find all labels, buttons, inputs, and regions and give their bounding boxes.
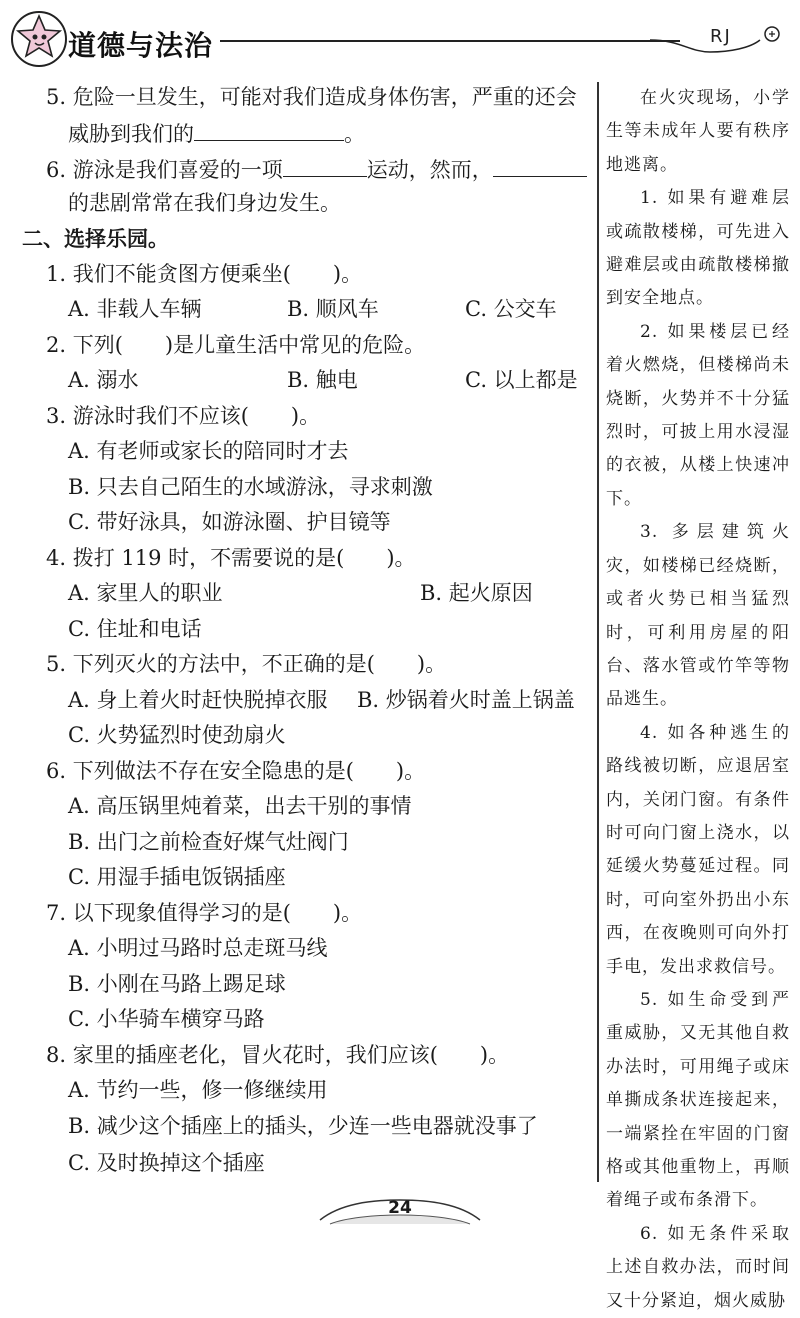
option[interactable]: C. 住址和电话 [68,617,202,641]
option[interactable]: C. 以上都是 [465,368,578,392]
column-divider [597,82,599,1182]
sidebar-tip: 2. 如果楼层已经着火燃烧，但楼梯尚未烧断，火势并不十分猛烈时，可披上用水浸湿的衣被，从楼上快速冲下。 [606,321,790,509]
fill-question-5-end: 。 [344,122,365,146]
option[interactable]: A. 溺水 [68,368,139,392]
option[interactable]: B. 顺风车 [287,297,379,321]
book-title: 道德与法治 [68,29,214,62]
fill-question-6-line2: 的悲剧常常在我们身边发生。 [68,191,341,215]
header-rule [220,40,680,42]
page-header [0,0,800,80]
answer-blank[interactable] [283,154,367,177]
sidebar-intro: 在火灾现场，小学生等未成年人要有秩序地逃离。 [606,88,790,175]
option[interactable]: C. 带好泳具，如游泳圈、护目镜等 [68,510,391,534]
edition-label: RJ [710,26,732,47]
sidebar-tip: 5. 如生命受到严重威胁，又无其他自救办法时，可用绳子或床单撕成条状连接起来，一端紧拴在牢固的门窗格或其他重物上，再顺着绳子或布条滑下。 [606,989,790,1211]
option[interactable]: B. 只去自己陌生的水域游泳，寻求刺激 [68,475,433,499]
option[interactable]: A. 家里人的职业 [68,581,223,605]
fill-question-5-text: 威胁到我们的 [68,122,194,146]
fill-question-6-line1 [46,154,587,184]
fill-question-6-mid: 运动，然而， [366,158,493,182]
section-title: 二、选择乐园。 [22,227,169,251]
option[interactable]: B. 小刚在马路上踢足球 [68,972,286,996]
fill-question-5-line2 [68,118,365,148]
option[interactable]: B. 出门之前检查好煤气灶阀门 [68,830,349,854]
option[interactable]: C. 公交车 [465,297,557,321]
sidebar-tip: 3. 多层建筑火灾，如楼梯已经烧断，或者火势已相当猛烈时，可利用房屋的阳台、落水管或竹竿等物品逃生。 [606,522,790,710]
question-stem: 2. 下列( )是儿童生活中常见的危险。 [46,333,426,357]
sidebar-tip: 6. 如无条件采取上述自救办法，而时间又十分紧迫，烟火威胁 [606,1223,790,1311]
option[interactable]: C. 及时换掉这个插座 [68,1151,265,1175]
option[interactable]: A. 有老师或家长的陪同时才去 [68,439,349,463]
option[interactable]: B. 触电 [287,368,358,392]
option[interactable]: A. 高压锅里炖着菜，出去干别的事情 [68,794,412,818]
option[interactable]: A. 非载人车辆 [68,297,202,321]
question-stem: 3. 游泳时我们不应该( )。 [46,404,321,428]
question-stem: 1. 我们不能贪图方便乘坐( )。 [46,262,363,286]
question-stem: 8. 家里的插座老化，冒火花时，我们应该( )。 [46,1043,510,1067]
option[interactable]: A. 节约一些，修一修继续用 [68,1078,328,1102]
sidebar-tip: 4. 如各种逃生的路线被切断，应退居室内，关闭门窗。有条件时可向门窗上浇水，以延缓火势蔓延过程。同时，可向室外扔出小东西，在夜晚则可向外打手电，发出求救信号。 [606,722,790,977]
option[interactable]: B. 炒锅着火时盖上锅盖 [357,688,575,712]
question-stem: 6. 下列做法不存在安全隐患的是( )。 [46,759,426,783]
question-stem: 4. 拨打 119 时，不需要说的是( )。 [46,546,416,570]
page-number: 24 [388,1198,412,1218]
question-stem: 7. 以下现象值得学习的是( )。 [46,901,363,925]
answer-blank[interactable] [194,118,344,141]
option[interactable]: C. 用湿手插电饭锅插座 [68,865,286,889]
option[interactable]: B. 起火原因 [420,581,533,605]
fill-question-5-line1: 5. 危险一旦发生，可能对我们造成身体伤害，严重的还会 [46,85,577,109]
star-mascot-icon [8,6,70,68]
option[interactable]: A. 身上着火时赶快脱掉衣服 [68,688,328,712]
fill-question-6-text: 6. 游泳是我们喜爱的一项 [46,158,283,182]
fire-escape-tips-sidebar [606,82,790,1318]
sidebar-tip: 1. 如果有避难层或疏散楼梯，可先进入避难层或由疏散楼梯撤到安全地点。 [606,188,790,309]
option[interactable]: C. 小华骑车横穿马路 [68,1007,265,1031]
option[interactable]: A. 小明过马路时总走斑马线 [68,936,328,960]
answer-blank[interactable] [493,154,587,177]
option[interactable]: B. 减少这个插座上的插头，少连一些电器就没事了 [68,1114,538,1138]
question-stem: 5. 下列灭火的方法中，不正确的是( )。 [46,652,447,676]
option[interactable]: C. 火势猛烈时使劲扇火 [68,723,286,747]
